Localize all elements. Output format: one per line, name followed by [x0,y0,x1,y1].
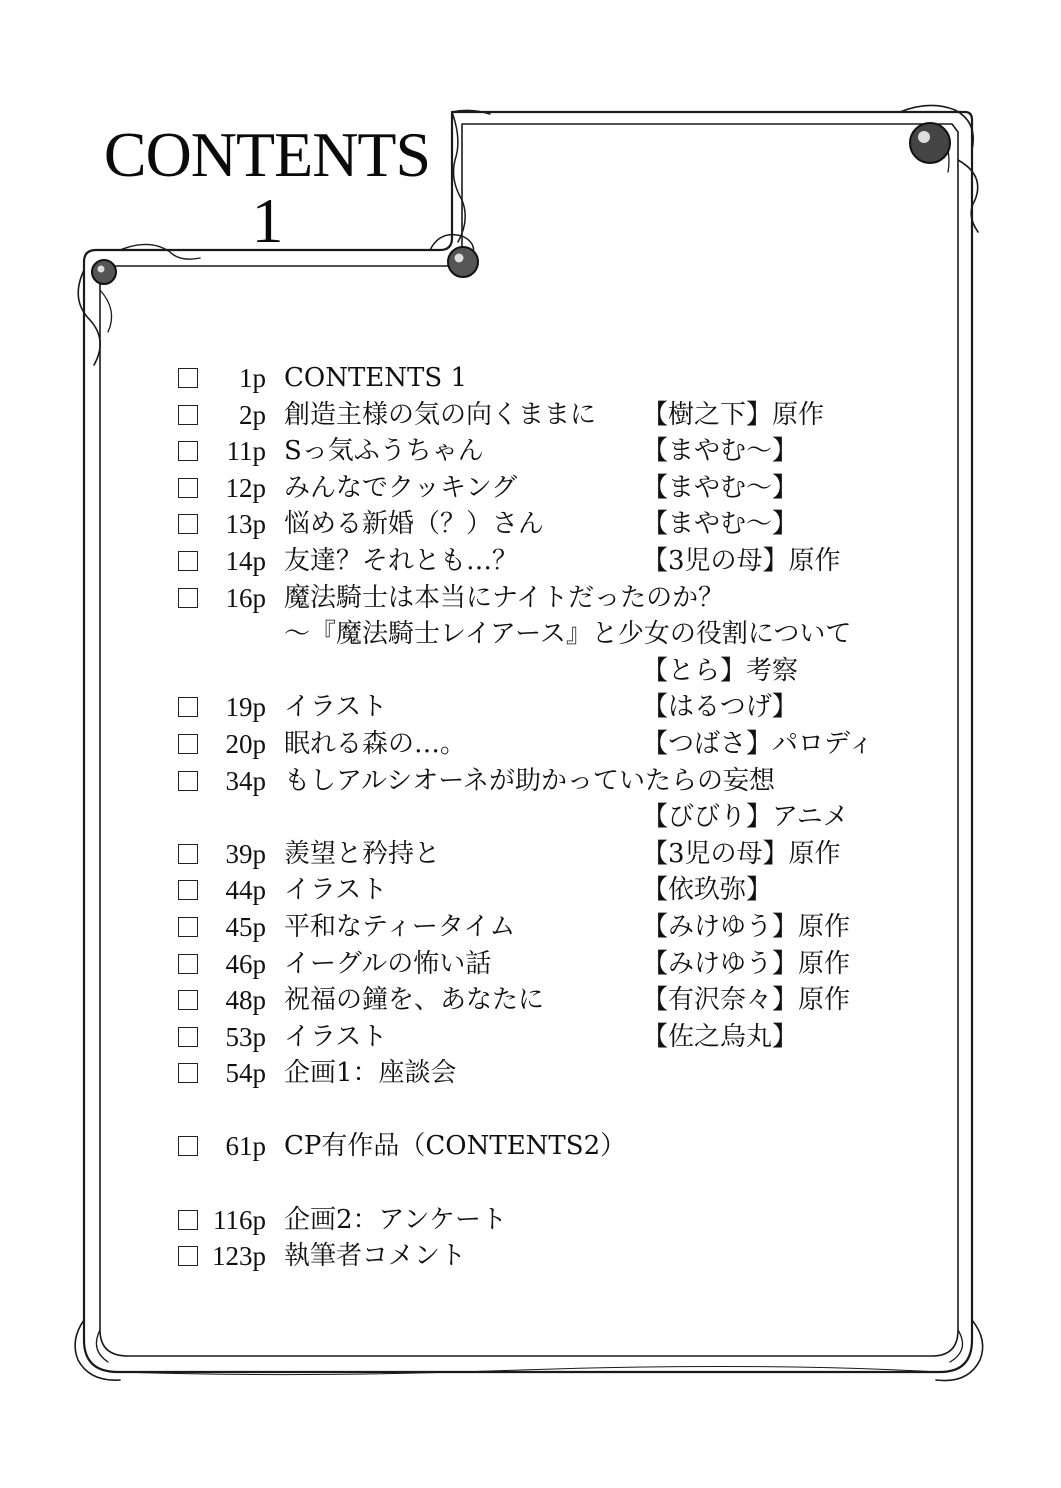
page-number: 14p [225,545,266,576]
entry-title: 羨望と矜持と [284,838,441,869]
checkbox-icon[interactable] [178,954,198,974]
toc-row [176,982,936,1019]
table-of-contents [176,360,936,1275]
page-number: 46p [225,948,266,979]
checkbox-icon[interactable] [178,441,198,461]
title-contents: CONTENTS [103,119,431,190]
entry-title: 魔法騎士は本当にナイトだったのか？ [284,582,725,613]
checkbox-icon[interactable] [178,405,198,425]
checkbox-icon[interactable] [178,1210,198,1230]
entry-title: CONTENTS 1 [284,363,467,393]
toc-row [176,470,936,507]
entry-title: 平和なティータイム [284,911,516,942]
entry-subtitle: ～『魔法騎士レイアース』と少女の役割について [284,619,852,650]
entry-title: 企画2：アンケート [284,1204,507,1235]
toc-row [176,1238,936,1275]
toc-row [176,726,936,763]
entry-author: 【はるつげ】 [642,692,798,723]
page-number: 16p [225,582,266,613]
toc-row [176,1202,936,1239]
page-number: 1p [239,363,266,393]
entry-title: イラスト [284,692,388,723]
checkbox-icon[interactable] [178,771,198,791]
entry-author: 【まやむ～】 [642,472,799,503]
toc-row [176,1055,936,1092]
entry-title: 祝福の鐘を、あなたに [284,985,545,1016]
entry-author: 【有沢奈々】原作 [642,985,851,1016]
entry-title: 友達？それとも…？ [284,545,519,576]
toc-row [176,872,936,909]
checkbox-icon[interactable] [178,1136,198,1156]
entry-title: イーグルの怖い話 [284,948,492,979]
entry-author: 【樹之下】原作 [642,399,825,430]
toc-row [176,360,936,397]
page-number: 20p [225,728,266,759]
entry-title: 悩める新婚（？）さん [284,509,545,540]
toc-row [176,689,936,726]
toc-row [176,946,936,983]
entry-title: イラスト [284,1021,388,1052]
entry-author: 【みけゆう】原作 [642,948,851,979]
entry-author: 【3児の母】原作 [642,838,841,869]
toc-row-continuation [176,799,936,836]
checkbox-icon[interactable] [178,990,198,1010]
page-number: 2p [239,399,266,430]
entry-author: 【依玖弥】 [642,875,773,906]
entry-title: みんなでクッキング [284,472,518,503]
entry-title: 眠れる森の…。 [284,728,467,759]
entry-title: 創造主様の気の向くままに [284,399,597,430]
checkbox-icon[interactable] [178,478,198,498]
checkbox-icon[interactable] [178,697,198,717]
checkbox-icon[interactable] [178,588,198,608]
entry-author: 【つばさ】パロディ [642,728,874,759]
page-number: 53p [225,1021,266,1052]
page-number: 48p [225,985,266,1016]
toc-row-continuation [176,653,936,690]
page-number: 44p [225,875,266,906]
toc-row [176,580,936,617]
entry-title: CP有作品（CONTENTS2） [284,1131,627,1162]
page-number: 45p [225,911,266,942]
toc-row [176,763,936,800]
toc-row-continuation [176,616,936,653]
entry-title: 執筆者コメント [284,1241,467,1272]
checkbox-icon[interactable] [178,368,198,388]
entry-author: 【まやむ～】 [642,436,799,467]
entry-title: 企画1：座談会 [284,1058,457,1089]
toc-row [176,909,936,946]
checkbox-icon[interactable] [178,844,198,864]
checkbox-icon[interactable] [178,880,198,900]
page-title [92,119,442,256]
checkbox-icon[interactable] [178,1027,198,1047]
entry-author: 【みけゆう】原作 [642,911,851,942]
page-number: 116p [213,1204,266,1235]
entry-title: もしアルシオーネが助かっていたらの妄想 [284,765,776,796]
page-number: 11p [226,436,266,467]
page-number: 13p [225,509,266,540]
toc-row [176,543,936,580]
entry-author: 【びびり】アニメ [642,802,849,833]
toc-row [176,836,936,873]
toc-row [176,1128,936,1165]
toc-row [176,506,936,543]
entry-title: Sっ気ふうちゃん [284,436,484,467]
checkbox-icon[interactable] [178,514,198,534]
checkbox-icon[interactable] [178,551,198,571]
entry-author: 【佐之烏丸】 [642,1021,799,1052]
page-number: 54p [225,1058,266,1089]
page-number: 123p [212,1241,266,1272]
page-number: 39p [225,838,266,869]
page-number: 12p [225,472,266,503]
entry-author: 【とら】考察 [642,655,799,686]
entry-author: 【3児の母】原作 [642,545,841,576]
checkbox-icon[interactable] [178,1063,198,1083]
entry-author: 【まやむ～】 [642,509,799,540]
checkbox-icon[interactable] [178,734,198,754]
toc-row [176,433,936,470]
toc-row [176,1019,936,1056]
page-number: 19p [225,692,266,723]
page-number: 34p [225,765,266,796]
checkbox-icon[interactable] [178,1246,198,1266]
toc-row [176,397,936,434]
entry-title: イラスト [284,875,388,906]
page-number: 61p [225,1131,266,1162]
title-number: 1 [251,185,283,256]
checkbox-icon[interactable] [178,917,198,937]
